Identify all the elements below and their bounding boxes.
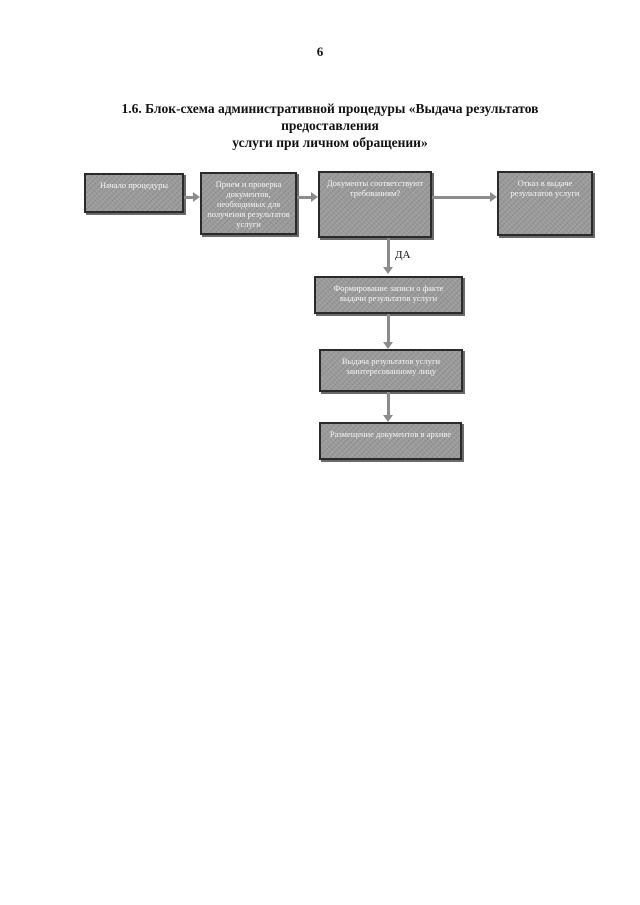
- arrow-check-to-record: [387, 238, 390, 268]
- arrow-receive-to-check: [297, 196, 312, 199]
- title-line-2: услуги при личном обращении»: [232, 135, 428, 150]
- arrow-check-to-refuse: [432, 196, 491, 199]
- flow-box-start: Начало процедуры: [84, 173, 184, 213]
- page-number: 6: [316, 44, 324, 59]
- page-title: [80, 100, 580, 151]
- flow-box-record: Формирование записи о факте выдачи результатов услуги: [314, 276, 463, 314]
- arrow-issue-to-archive: [387, 392, 390, 416]
- flow-box-check: Документы соответствуют требованиям?: [318, 171, 432, 238]
- arrow-start-to-receive: [184, 196, 194, 199]
- flow-box-archive: Размещение документов в архиве: [319, 422, 462, 460]
- title-line-1: 1.6. Блок-схема административной процедуры «Выдача результатов предоставления: [121, 101, 539, 133]
- flow-box-refuse: Отказ в выдаче результатов услуги: [497, 171, 593, 236]
- flow-box-issue: Выдача результатов услуги заинтересованному лицу: [319, 349, 463, 392]
- yes-label: ДА: [395, 249, 411, 261]
- flow-box-receive: Прием и проверка документов, необходимых для получения результатов услуги: [200, 172, 297, 235]
- arrow-record-to-issue: [387, 314, 390, 343]
